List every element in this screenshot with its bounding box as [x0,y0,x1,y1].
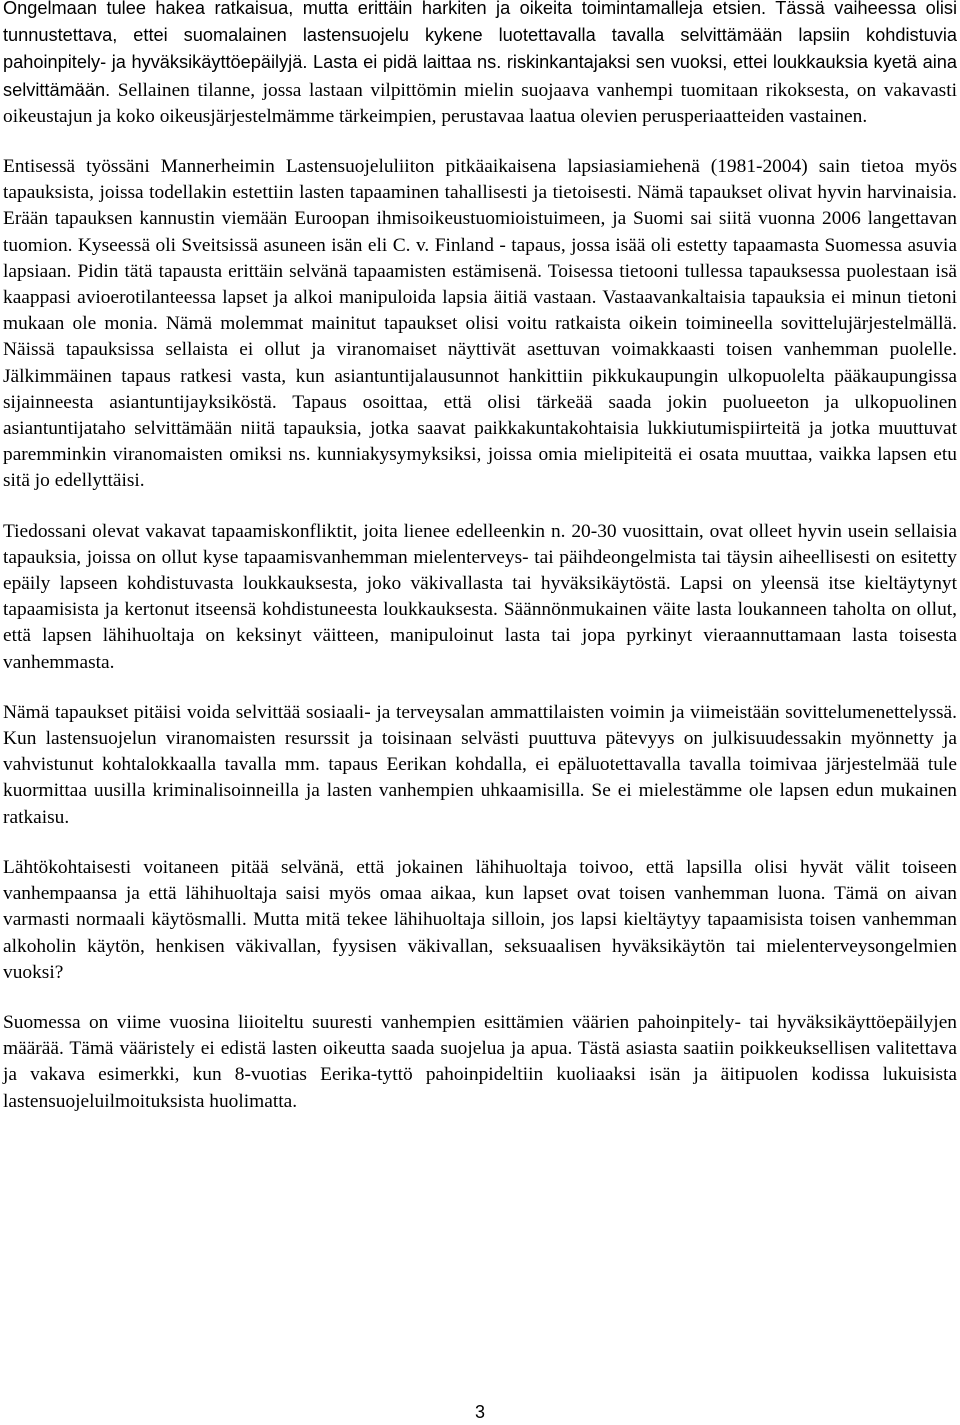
paragraph-5: Lähtökohtaisesti voitaneen pitää selvänä, että jokainen lähihuoltaja toivoo, että lapsilla olisi hyvät välit toiseen vanhempaansa ja että lähihuoltaja saisi myös omaa aikaa, kun lapset ovat toisen vanhemman luona. Tämä on aivan varmasti normaali käytösmalli. Mutta mitä tekee lähihuoltaja silloin, jos lapsi kieltäytyy tapaamisista toisen vanhemman alkoholin käytön, henkisen väkivallan, fyysisen väkivallan, seksuaalisen hyväksikäytön tai mielenterveysongelmien vuoksi? [3,856,957,983]
paragraph-4: Nämä tapaukset pitäisi voida selvittää sosiaali- ja terveysalan ammattilaisten voimin ja viimeistään sovittelumenettelyssä. Kun lastensuojelun viranomaisten resurssit ja toisinaan selvästi puuttuva pätevyys on julkisuudessakin myönnetty ja vahvistunut kohtalokkaalla tavalla mm. tapaus Eerikan kohdalla, ei epäluotettavalla tavalla toimivaa järjestelmää tule kuormittaa uusilla kriminalisoinneilla ja lasten vanhempien uhkaamisilla. Se ei mielestämme ole lapsen edun mukainen ratkaisu. [3,701,957,828]
paragraph-1-serif-segment: Sellainen tilanne, jossa lastaan vilpittömin mielin suojaava vanhempi tuomitaan rikoksesta, on vakavasti oikeustajun ja koko oikeusjärjestelmämme tärkeimpien, perustavaa laatua olevien perusperiaatteiden vastainen. [3,79,957,127]
page-number: 3 [474,1402,485,1422]
paragraph-2: Entisessä työssäni Mannerheimin Lastensuojeluliiton pitkäaikaisena lapsiasiamiehenä (1981-2004) sain tietoa myös tapauksista, joissa todellakin estettiin lasten tapaaminen tahallisesti ja tietoisesti. Nämä tapaukset olivat hyvin harvinaisia. Erään tapauksen kannustin viemään Euroopan ihmisoikeustuomioistuimeen, ja Suomi sai siitä vuonna 2006 langettavan tuomion. Kyseessä oli Sveitsissä asuneen isän eli C. v. Finland - tapaus, jossa isää oli estetty tapaamasta Suomessa asuvia lapsiaan. Pidin tätä tapausta erittäin selvänä tapaamisten estämisenä. Toisessa tietooni tullessa tapauksessa puolestaan isä kaappasi avioerotilanteessa lapset ja alkoi manipuloida lapsia äitiä vastaan. Vastaavankaltaisia tapauksia ei minun tietoni mukaan ole monia. Nämä molemmat mainitut tapaukset olisi voitu ratkaista oikein toimineella sovittelujärjestelmällä. Näissä tapauksissa sellaista ei ollut ja viranomaiset näyttivät asettuvan voimakkaasti toisen vanhemman puolelle. Jälkimmäinen tapaus ratkesi vasta, kun asiantuntijalausunnot hankittiin pikkukaupungin ulkopuolelta pääkaupungissa sijainneesta asiantuntijayksiköstä. Tapaus osoittaa, että olisi tärkeää saada jokin puolueeton ja ulkopuolinen asiantuntijataho selvittämään niitä tapauksia, jotka saavat paikkakuntakohtaisia lukkiutumispiirteitä ja jotka muuttuvat paremminkin viranomaisten omiksi ns. kunniakysymyksiksi, joissa omia mielipiteitä ei osata muuttaa, vaikka lapsen etu sitä jo edellyttäisi. [3,156,957,492]
paragraph-3: Tiedossani olevat vakavat tapaamiskonfliktit, joita lienee edelleenkin n. 20-30 vuosittain, ovat olleet hyvin usein sellaisia tapauksia, joissa on ollut kyse tapaamisvanhemman mielenterveys- tai päihdeongelmista tai täysin aiheellisesti on esitetty epäily lapseen kohdistuvasta loukkauksesta, joko väkivallasta tai hyväksikäytöstä. Lapsi on yleensä itse kieltäytynyt tapaamisista ja kertonut itseensä kohdistuneesta loukkauksesta. Säännönmukainen väite lasta loukanneen taholta on ollut, että lapsen lähihuoltaja on keksinyt väitteen, manipuloinut lasta tai jopa pyrkinyt vieraannuttamaan lasta toisesta vanhemmasta. [3,520,957,673]
paragraph-1-sans-segment: Ongelmaan tulee hakea ratkaisua, mutta erittäin harkiten ja oikeita toimintamalleja etsien. Tässä vaiheessa olisi tunnustettava, ettei suomalainen lastensuojelu kykene luotettavalla tavalla selvittämään lapsiin kohdistuvia pahoinpitely- ja hyväksikäyttöepäilyjä. Lasta ei pidä laittaa ns. riskinkantajaksi sen vuoksi, ettei loukkauksia kyetä aina selvittämään. [3,0,957,100]
paragraph-1 [3,0,957,130]
document-page [3,0,957,1139]
paragraph-6: Suomessa on viime vuosina liioiteltu suuresti vanhempien esittämien väärien pahoinpitely- tai hyväksikäyttöepäilyjen määrää. Tämä vääristely ei edistä lasten oikeutta saada suojelua ja apua. Tästä asiasta saatiin poikkeuksellisen valitettava ja vakava esimerkki, kun 8-vuotias Eerika-tyttö pahoinpideltiin kuoliaaksi isän ja äitipuolen kodissa lukuisista lastensuojeluilmoituksista huolimatta. [3,1011,957,1112]
